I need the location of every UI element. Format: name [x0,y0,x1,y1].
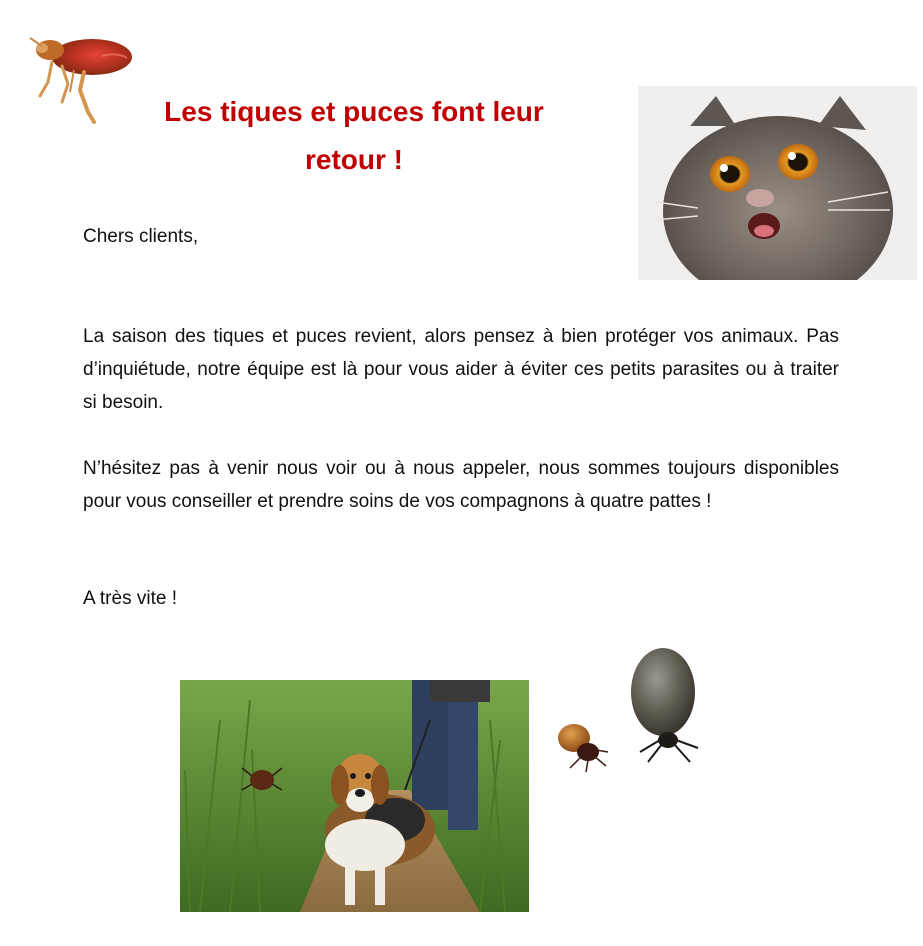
cat-image [638,86,917,280]
body-paragraph-1: La saison des tiques et puces revient, alors pensez à bien protéger vos animaux. Pas d’inquiétude, notre équipe est là pour vous aider à éviter ces petits parasites ou à traiter si besoin. [83,326,839,413]
closing-line: A très vite ! [83,588,177,609]
dog-image [180,680,529,912]
salutation: Chers clients, [83,226,199,247]
body-paragraph-2: N’hésitez pas à venir nous voir ou à nous appeler, nous sommes toujours disponibles pour vous conseiller et prendre soins de vos compagnons à quatre pattes ! [83,458,839,512]
ticks-image [548,640,728,780]
title-line-2: retour ! [305,144,403,175]
title-line-1: Les tiques et puces font leur [164,96,544,127]
page-title [120,88,588,184]
